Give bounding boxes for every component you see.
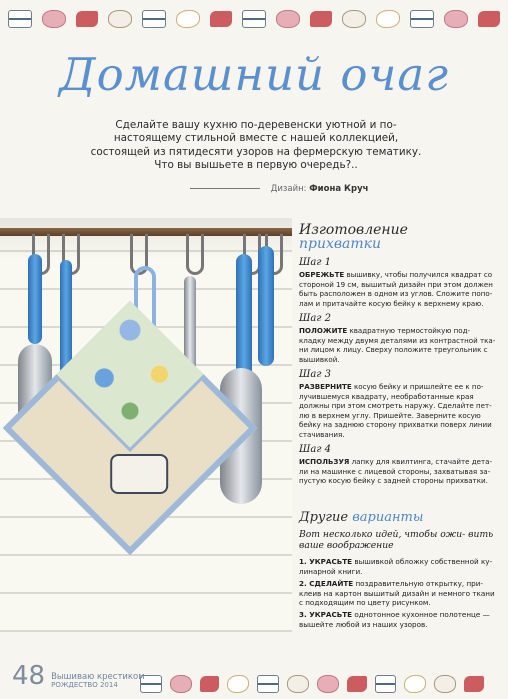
tractor-icon [210,11,232,27]
tractor-icon [347,676,367,692]
cow-embroidery [110,454,168,494]
cow-icon [242,10,266,28]
cow-icon [257,675,279,693]
intro-text: Сделайте вашу кухню по-деревенски уютной и по-настоящему стильной вместе с нашей коллекцией, состоящей из пятидесяти узоров на фермерскую тематику. Что вы вышьете в первую очередь?.. [90,119,422,171]
variant-text: однотонное кухонное полотенце — вышейте любой из наших узоров. [299,610,490,629]
step-title: Шаг 3 [299,369,331,380]
tractor-icon [200,676,220,692]
variant-lead: СДЕЛАЙТЕ [309,579,354,589]
variant-lead: УКРАСЬТЕ [309,557,353,567]
floral-fabric [54,301,205,452]
designer-name: Фиона Круч [309,184,369,194]
variants-title: Другие варианты [299,510,424,525]
step-text [299,270,497,308]
page-title: Домашний очаг [58,48,449,101]
bottom-border [140,671,484,697]
issue-label: РОЖДЕСТВО 2014 [51,681,118,689]
instructions-title-line1: Изготовление [299,222,408,238]
instructions-title-line2: прихватки [299,236,382,252]
instruction-step [299,313,497,364]
tractor-icon [478,11,500,27]
instruction-step [299,369,497,439]
step-lead: ПОЛОЖИТЕ [299,326,348,335]
hook-icon [186,234,204,275]
step-title: Шаг 2 [299,313,331,324]
variants-panel [299,510,497,632]
variant-item [299,557,497,576]
variant-number: 3. [299,610,310,620]
designer-label: Дизайн: [270,184,307,194]
step-lead: ОБРЕЖЬТЕ [299,270,345,279]
step-body: лапку для квилтинга, стачайте дета- ли на машинке с лицевой стороны, захватывая за- пустую косую бейку с задней стороны прихватки. [299,457,493,485]
variant-text: вышивкой обложку собственной ку- линарной книги. [299,557,493,576]
variant-text: поздравительную открытку, при- клеив на картон вышитый дизайн и немного ткани с подходящим по цвету рисунком. [299,579,495,607]
step-body: вышивку, чтобы получился квадрат со стороной 19 см, вышитый дизайн при этом должен быть расположен в одном из углов. Сложите попо- лам и притачайте косую бейку к верхнему краю. [299,270,493,308]
step-lead: РАЗВЕРНИТЕ [299,382,352,391]
step-lead: ИСПОЛЬЗУЯ [299,457,350,466]
step-text [299,382,497,439]
page-number: 48 [12,661,46,691]
skimmer-handle [258,246,274,366]
variant-lead: УКРАСЬТЕ [309,610,353,620]
sheep-icon [108,10,132,28]
magazine-meta [51,673,145,690]
goose-icon [404,675,426,693]
steps-list [299,257,497,486]
variant-number: 2. [299,579,310,589]
tractor-icon [464,676,484,692]
goose-icon [376,10,400,28]
designer-credit [190,184,368,194]
pig-icon [42,10,66,28]
variants-list [299,557,497,629]
step-text [299,457,497,486]
variant-item [299,610,497,629]
goose-icon [176,10,200,28]
pig-icon [444,10,468,28]
pig-icon [170,675,192,693]
cow-icon [142,10,166,28]
cow-icon [375,675,397,693]
variant-item [299,579,497,607]
whisk-handle [28,254,42,344]
instruction-step [299,257,497,308]
instruction-step [299,444,497,486]
hero-photo [0,218,292,632]
cow-icon [8,10,32,28]
sheep-icon [434,675,456,693]
goose-icon [227,675,249,693]
instructions-column [299,222,497,486]
pig-icon [317,675,339,693]
credit-rule [190,188,260,189]
step-title: Шаг 1 [299,257,331,268]
page-footer [12,663,145,689]
step-title: Шаг 4 [299,444,331,455]
magazine-name: Вышиваю крестиком [51,671,145,682]
sheep-icon [287,675,309,693]
step-text [299,326,497,364]
variants-lead: Вот несколько идей, чтобы ожи- вить ваше воображение [299,529,494,552]
cow-icon [410,10,434,28]
tractor-icon [310,11,332,27]
step-body: квадратную термостойкую под- кладку между двумя деталями из контрастной тка- ни лицом к лицу. Сверху положите треугольник с вышивкой. [299,326,496,364]
step-body: косую бейку и пришлейте ее к по- лучившемуся квадрату, необработанные края должны при этом смотреть наружу. Сделайте пет- лю в верхнем углу. Пришейте. Заверните косую бейку на заднюю сторону прихватки поверх линии стачивания. [299,382,492,439]
top-border [8,6,500,32]
tractor-icon [76,11,98,27]
pig-icon [276,10,300,28]
variant-number: 1. [299,557,310,567]
sheep-icon [342,10,366,28]
